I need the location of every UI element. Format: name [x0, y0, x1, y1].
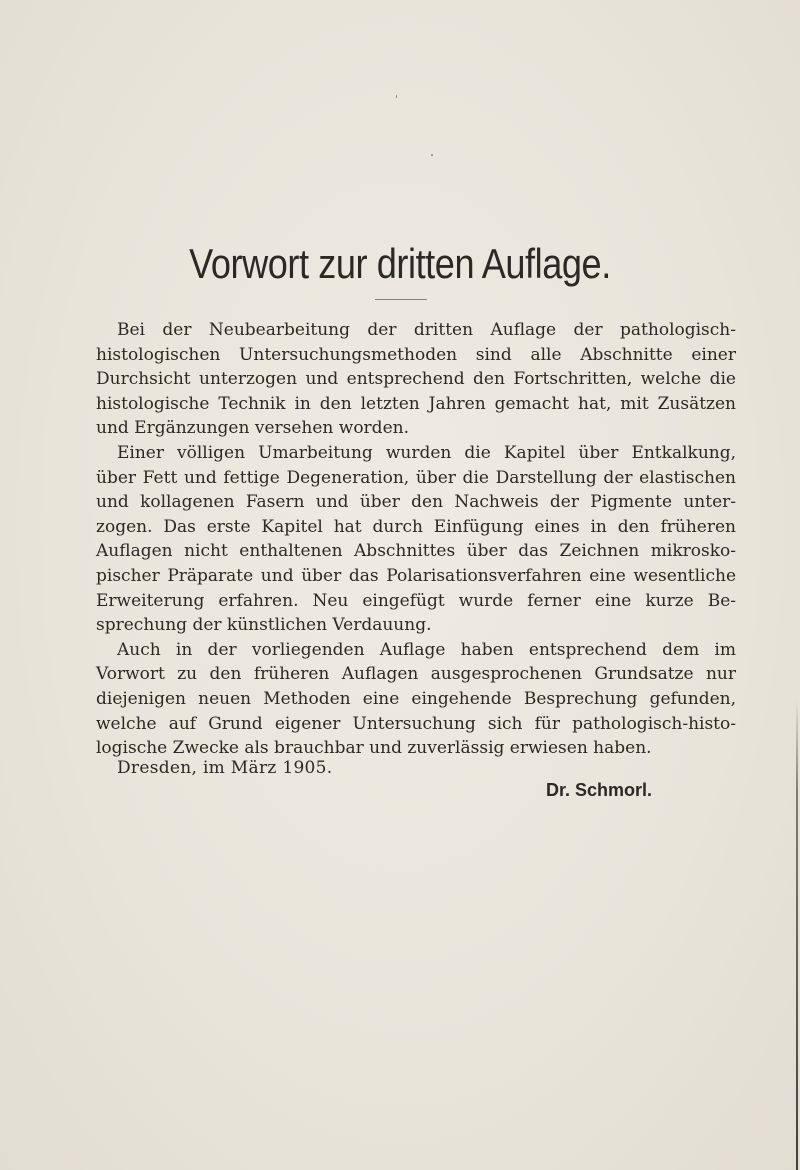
preface-body	[96, 318, 736, 761]
text-line: diejenigen neuen Methoden eine eingehende Besprechung gefunden,	[96, 688, 736, 709]
text-line: Bei der Neubearbeitung der dritten Auflage der pathologisch-	[117, 320, 736, 340]
text-line: histologischen Untersuchungsmethoden sind alle Abschnitte einer	[96, 344, 736, 365]
text-line: Vorwort zu den früheren Auflagen ausgesprochenen Grundsatze nur	[96, 664, 736, 685]
text-line: über Fett und fettige Degeneration, über die Darstellung der elastischen	[96, 467, 736, 488]
text-line: Auch in der vorliegenden Auflage haben entsprechend dem im	[117, 639, 736, 660]
place-and-date: Dresden, im März 1905.	[117, 758, 333, 778]
page-edge-shadow	[796, 700, 798, 1170]
text-line: welche auf Grund eigener Untersuchung sich für pathologisch-histo-	[96, 713, 736, 734]
paper-speck	[431, 154, 433, 156]
page-title: Vorwort zur dritten Auflage.	[189, 240, 611, 287]
text-line: pischer Präparate und über das Polarisationsverfahren eine wesentliche	[96, 565, 736, 586]
text-line: und Ergänzungen versehen worden.	[96, 418, 409, 439]
text-line: logische Zwecke als brauchbar und zuverlässig erwiesen haben.	[96, 738, 652, 759]
title-divider	[375, 299, 427, 300]
paper-speck	[396, 95, 397, 98]
text-line: zogen. Das erste Kapitel hat durch Einfügung eines in den früheren	[96, 516, 736, 537]
text-line: und kollagenen Fasern und über den Nachweis der Pigmente unter-	[96, 492, 736, 513]
author-signature: Dr. Schmorl.	[546, 780, 653, 800]
text-line: sprechung der künstlichen Verdauung.	[96, 615, 432, 636]
text-line: Auflagen nicht enthaltenen Abschnittes über das Zeichnen mikrosko-	[96, 541, 736, 562]
text-line: Durchsicht unterzogen und entsprechend den Fortschritten, welche die	[96, 369, 736, 390]
text-line: Erweiterung erfahren. Neu eingefügt wurde ferner eine kurze Be-	[96, 590, 736, 611]
text-line: Einer völligen Umarbeitung wurden die Kapitel über Entkalkung,	[117, 442, 736, 463]
text-line: histologische Technik in den letzten Jahren gemacht hat, mit Zusätzen	[96, 393, 736, 414]
